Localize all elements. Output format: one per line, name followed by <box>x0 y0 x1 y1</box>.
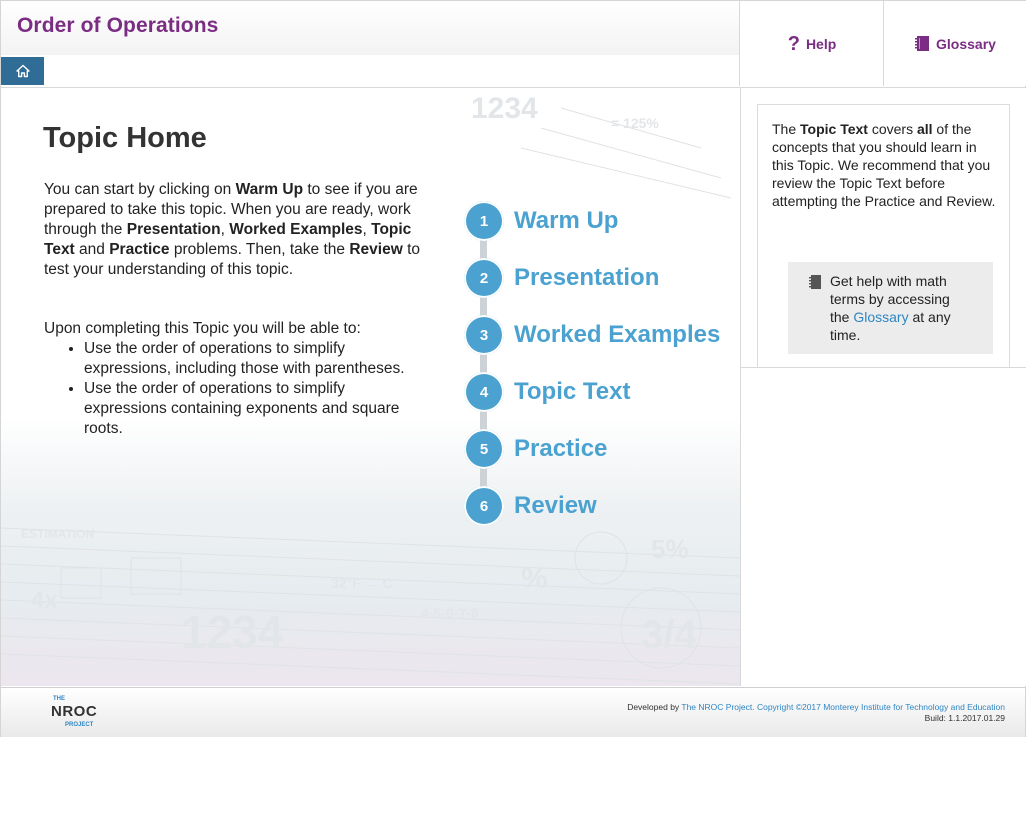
glossary-link[interactable]: Glossary <box>853 309 909 325</box>
app-title: Order of Operations <box>17 14 219 37</box>
glossary-tip-text: Get help with math terms by accessing the Glossary at any time. <box>830 273 951 343</box>
step-warm-up[interactable] <box>464 201 618 241</box>
footer-credit: Developed by The NROC Project. Copyright ©2017 Monterey Institute for Technology and Education Build: 1.1.2017.01.29 <box>627 702 1005 723</box>
objective-item: • Use the order of operations to simplify expressions containing exponents and square roots. <box>84 379 424 439</box>
intro-text: You can start by clicking on Warm Up to see if you are prepared to take this topic. When you are ready, work through the Presentation, Worked Examples, Topic Text and Practice problems. Then, take the Review to test your understanding of this topic. <box>44 181 420 278</box>
step-presentation[interactable] <box>464 258 659 298</box>
step-practice[interactable] <box>464 429 607 469</box>
step-number: 5 <box>464 429 504 469</box>
step-label: Worked Examples <box>514 321 721 348</box>
step-topic-text[interactable] <box>464 372 630 412</box>
build-number: Build: 1.1.2017.01.29 <box>924 713 1005 723</box>
svg-text:1234: 1234 <box>181 606 284 658</box>
step-label: Topic Text <box>514 378 631 405</box>
step-label: Presentation <box>514 264 660 291</box>
notebook-icon <box>808 274 822 295</box>
main-content <box>1 88 740 686</box>
sidebar-divider <box>741 367 1026 368</box>
topic-text-info: The Topic Text covers all of the concepts that you should learn in this Topic. We recommend that you review the Topic Text before attempting the Practice and Review. <box>772 121 996 209</box>
header <box>1 1 1025 88</box>
step-number: 1 <box>464 201 504 241</box>
topic-text-info-box <box>757 104 1010 367</box>
svg-text:1234: 1234 <box>471 92 538 125</box>
footer <box>1 687 1025 737</box>
step-number: 3 <box>464 315 504 355</box>
step-label: Review <box>514 492 597 519</box>
title-bar <box>1 1 739 55</box>
step-worked-examples[interactable] <box>464 315 720 355</box>
step-number: 6 <box>464 486 504 526</box>
page-title: Topic Home <box>43 122 207 154</box>
home-button[interactable] <box>1 57 44 85</box>
step-number: 4 <box>464 372 504 412</box>
step-label: Practice <box>514 435 608 462</box>
svg-text:%: % <box>521 562 548 595</box>
svg-text:32°F → C: 32°F → C <box>331 575 393 591</box>
help-label: Help <box>805 35 837 52</box>
objectives-lead: Upon completing this Topic you will be able to: <box>44 320 361 337</box>
help-button[interactable] <box>739 1 884 86</box>
step-label: Warm Up <box>514 207 619 234</box>
glossary-tip <box>788 262 993 354</box>
step-number: 2 <box>464 258 504 298</box>
home-icon <box>16 64 30 78</box>
nroc-project-link[interactable]: The NROC Project <box>681 702 753 712</box>
right-sidebar <box>740 88 1026 686</box>
nroc-logo: THE NROC PROJECT <box>51 696 98 728</box>
notebook-icon <box>914 35 930 52</box>
objectives-list <box>63 339 424 439</box>
step-review[interactable] <box>464 486 597 526</box>
svg-text:4x: 4x <box>31 587 58 614</box>
svg-text:4-5-6-7-8: 4-5-6-7-8 <box>421 605 479 621</box>
svg-text:ESTIMATION: ESTIMATION <box>21 527 95 541</box>
svg-text:3/4: 3/4 <box>641 613 697 657</box>
topic-home-content <box>1 88 740 686</box>
objective-item: • Use the order of operations to simplify expressions, including those with parentheses. <box>84 339 424 379</box>
svg-text:= 125%: = 125% <box>611 115 659 131</box>
glossary-button[interactable] <box>883 1 1026 86</box>
question-mark-icon: ? <box>787 32 800 55</box>
svg-text:5%: 5% <box>651 534 689 564</box>
glossary-label: Glossary <box>936 35 996 52</box>
